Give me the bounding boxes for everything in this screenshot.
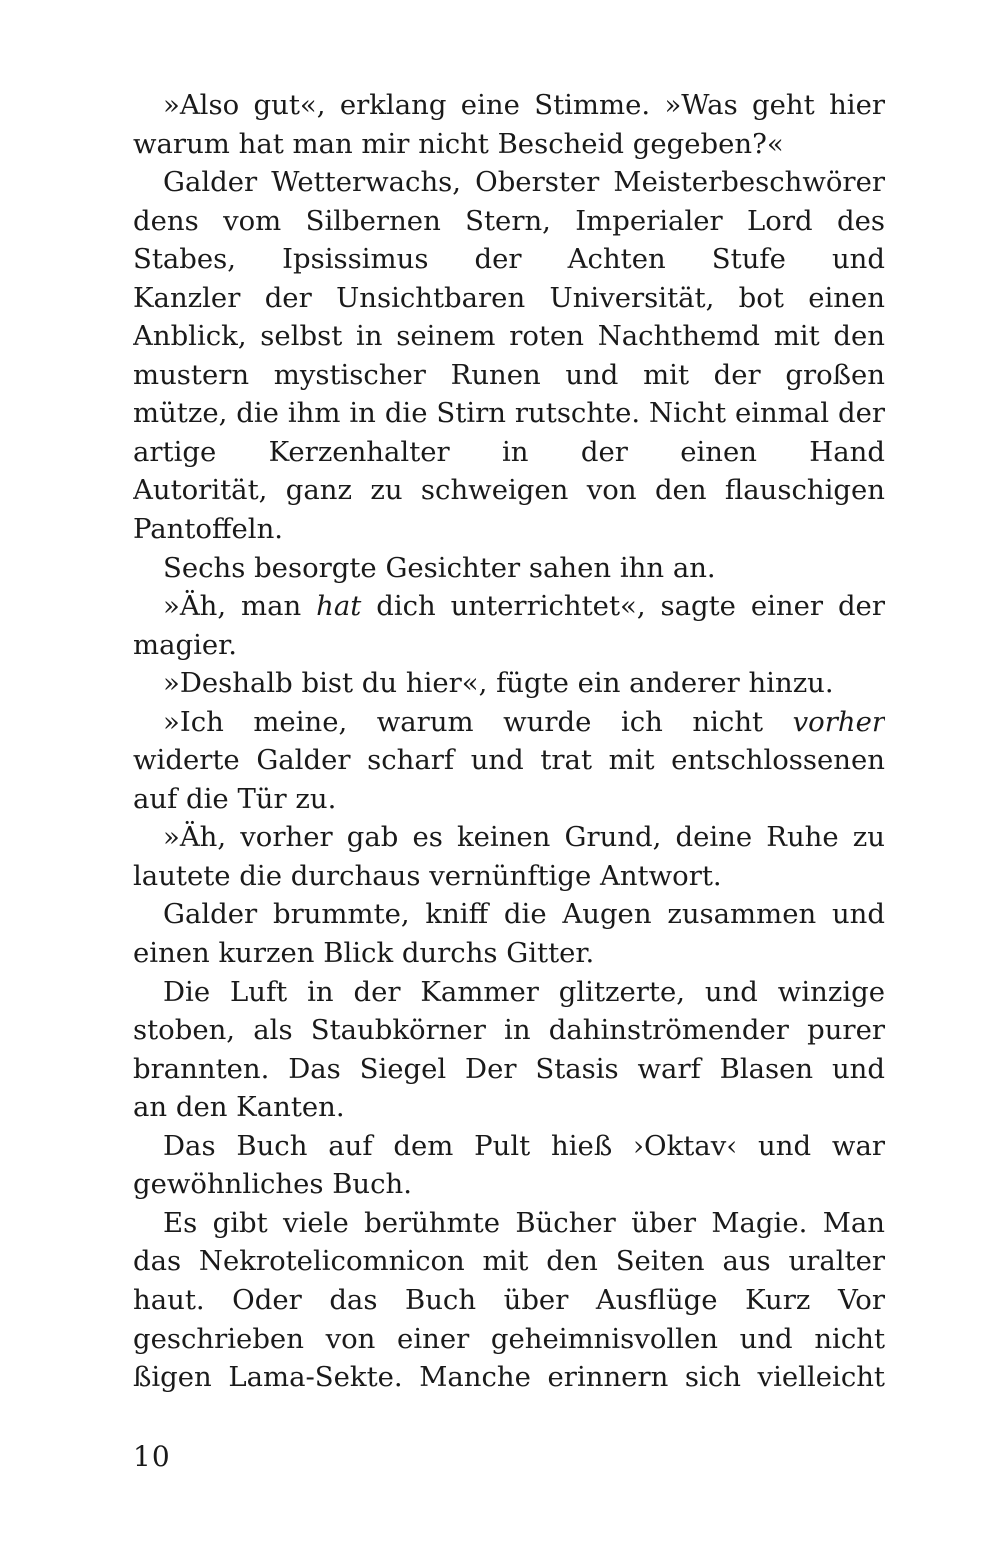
text-line: gewöhnliches Buch.: [133, 1168, 413, 1201]
text-line: das Nekrotelicomnicon mit den Seiten aus uralter: [133, 1245, 885, 1278]
text-line: »Deshalb bist du hier«, fügte ein anderer hinzu.: [163, 667, 834, 700]
text-line: Sechs besorgte Gesichter sahen ihn an.: [163, 551, 716, 584]
text-fragment: »Äh, man: [163, 590, 317, 623]
text-line: brannten. Das Siegel Der Stasis warf Blasen und: [133, 1052, 885, 1085]
text-line: lautete die durchaus vernünftige Antwort.: [133, 859, 722, 892]
text-line: Galder Wetterwachs, Oberster Meisterbeschwörer: [163, 166, 885, 199]
text-line: Galder brummte, kniff die Augen zusammen und: [163, 898, 885, 931]
text-line: »Also gut«, erklang eine Stimme. »Was geht hier: [163, 89, 885, 121]
text-line: artige Kerzenhalter in der einen Hand: [133, 435, 885, 468]
text-line: widerte Galder scharf und trat mit entschlossenen: [133, 744, 885, 777]
text-line: geschrieben von einer geheimnisvollen und nicht: [133, 1322, 885, 1355]
text-line: Autorität, ganz zu schweigen von den flauschigen: [133, 474, 885, 507]
text-line: ßigen Lama-Sekte. Manche erinnern sich vielleicht: [133, 1361, 885, 1394]
text-line: Kanzler der Unsichtbaren Universität, bot einen: [133, 281, 885, 314]
text-line: [133, 587, 885, 626]
text-fragment: »Ich meine, warum wurde ich nicht: [163, 705, 793, 738]
text-line: Pantoffeln.: [133, 513, 284, 546]
emphasized-word: hat: [316, 590, 362, 623]
text-line: mustern mystischer Runen und mit der großen: [133, 358, 885, 391]
text-line: Anblick, selbst in seinem roten Nachthemd mit den: [133, 320, 885, 353]
emphasized-word: vorher: [792, 705, 885, 738]
text-line: Die Luft in der Kammer glitzerte, und winzige: [163, 975, 885, 1008]
text-line: Stabes, Ipsissimus der Achten Stufe und: [133, 243, 885, 276]
text-fragment: dich unterrichtet«, sagte einer der: [376, 590, 885, 623]
text-line: Es gibt viele berühmte Bücher über Magie. Man: [163, 1206, 885, 1239]
text-line: an den Kanten.: [133, 1091, 345, 1124]
text-line: »Äh, vorher gab es keinen Grund, deine Ruhe zu: [163, 821, 885, 854]
body-text: [133, 86, 885, 1397]
text-line: warum hat man mir nicht Bescheid gegeben?«: [133, 127, 784, 160]
text-line: [133, 703, 885, 742]
page-number: 10: [133, 1440, 171, 1473]
text-line: stoben, als Staubkörner in dahinströmender purer: [133, 1014, 885, 1047]
text-line: einen kurzen Blick durchs Gitter.: [133, 937, 595, 970]
text-line: haut. Oder das Buch über Ausflüge Kurz Vor: [133, 1283, 885, 1316]
text-line: Das Buch auf dem Pult hieß ›Oktav‹ und war: [163, 1129, 885, 1162]
text-line: auf die Tür zu.: [133, 782, 337, 815]
text-line: magier.: [133, 628, 238, 661]
text-line: mütze, die ihm in die Stirn rutschte. Nicht einmal der: [133, 397, 885, 430]
text-line: dens vom Silbernen Stern, Imperialer Lord des: [133, 204, 885, 237]
